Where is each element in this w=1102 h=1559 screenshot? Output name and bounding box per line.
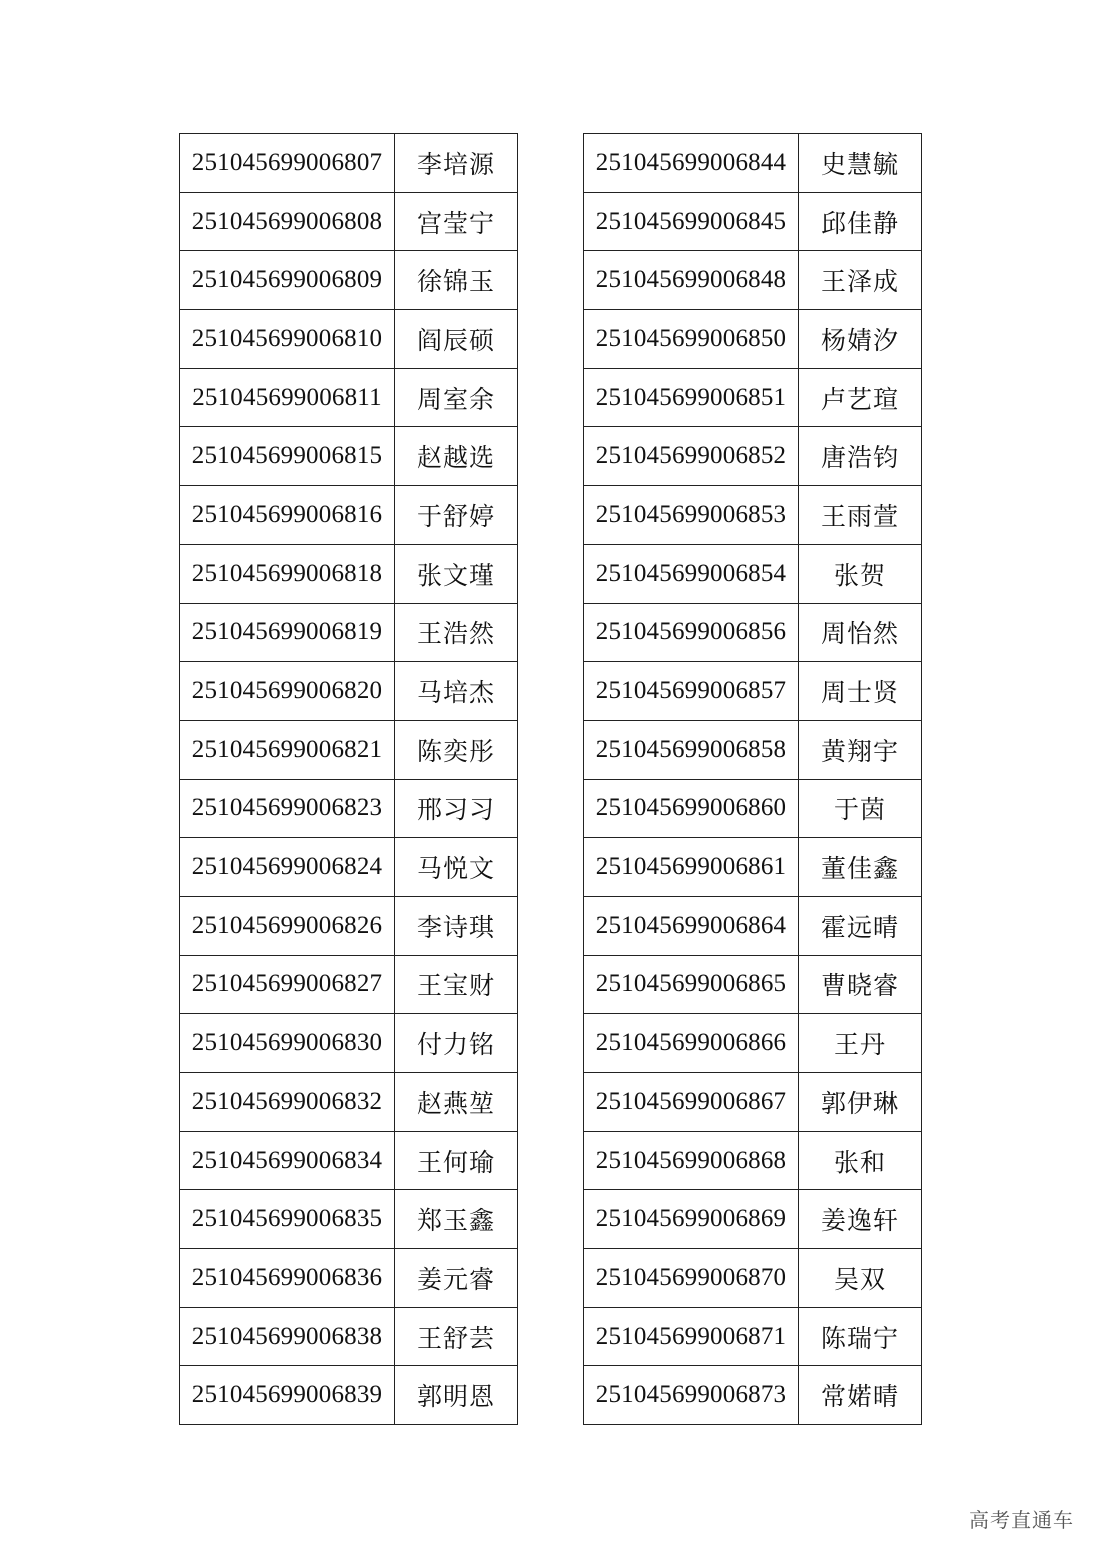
watermark-text: 高考直通车 xyxy=(969,1508,1074,1532)
student-name-cell: 史慧毓 xyxy=(799,134,922,193)
table-row xyxy=(180,1249,518,1308)
registration-number-cell: 251045699006811 xyxy=(180,368,395,427)
student-name-cell: 曹晓睿 xyxy=(799,955,922,1014)
registration-number-cell: 251045699006844 xyxy=(584,134,799,193)
registration-number-cell: 251045699006838 xyxy=(180,1307,395,1366)
registration-number-cell: 251045699006819 xyxy=(180,603,395,662)
table-row xyxy=(180,544,518,603)
table-row xyxy=(180,192,518,251)
table-row xyxy=(584,838,922,897)
left-roster-table xyxy=(179,133,518,1425)
registration-number-cell: 251045699006832 xyxy=(180,1073,395,1132)
registration-number-cell: 251045699006856 xyxy=(584,603,799,662)
registration-number-cell: 251045699006853 xyxy=(584,486,799,545)
registration-number-cell: 251045699006864 xyxy=(584,896,799,955)
registration-number-cell: 251045699006818 xyxy=(180,544,395,603)
registration-number-cell: 251045699006821 xyxy=(180,720,395,779)
table-row xyxy=(180,1307,518,1366)
table-row xyxy=(180,134,518,193)
student-name-cell: 郑玉鑫 xyxy=(395,1190,518,1249)
student-name-cell: 周士贤 xyxy=(799,662,922,721)
student-name-cell: 邱佳静 xyxy=(799,192,922,251)
student-name-cell: 马悦文 xyxy=(395,838,518,897)
student-name-cell: 李诗琪 xyxy=(395,896,518,955)
student-name-cell: 黄翔宇 xyxy=(799,720,922,779)
table-row xyxy=(180,603,518,662)
registration-number-cell: 251045699006845 xyxy=(584,192,799,251)
registration-number-cell: 251045699006823 xyxy=(180,779,395,838)
table-row xyxy=(180,427,518,486)
registration-number-cell: 251045699006848 xyxy=(584,251,799,310)
student-name-cell: 马培杰 xyxy=(395,662,518,721)
table-row xyxy=(180,1190,518,1249)
registration-number-cell: 251045699006868 xyxy=(584,1131,799,1190)
registration-number-cell: 251045699006816 xyxy=(180,486,395,545)
table-row xyxy=(584,603,922,662)
registration-number-cell: 251045699006827 xyxy=(180,955,395,1014)
student-name-cell: 王舒芸 xyxy=(395,1307,518,1366)
student-name-cell: 徐锦玉 xyxy=(395,251,518,310)
registration-number-cell: 251045699006808 xyxy=(180,192,395,251)
student-name-cell: 郭明恩 xyxy=(395,1366,518,1425)
table-row xyxy=(584,779,922,838)
student-name-cell: 王浩然 xyxy=(395,603,518,662)
table-row xyxy=(584,1190,922,1249)
registration-number-cell: 251045699006852 xyxy=(584,427,799,486)
student-name-cell: 李培源 xyxy=(395,134,518,193)
table-row xyxy=(584,662,922,721)
student-name-cell: 赵越选 xyxy=(395,427,518,486)
student-name-cell: 姜逸轩 xyxy=(799,1190,922,1249)
student-name-cell: 周室余 xyxy=(395,368,518,427)
student-name-cell: 姜元睿 xyxy=(395,1249,518,1308)
student-name-cell: 张贺 xyxy=(799,544,922,603)
student-name-cell: 杨婧汐 xyxy=(799,310,922,369)
student-name-cell: 卢艺瑄 xyxy=(799,368,922,427)
table-row xyxy=(584,1131,922,1190)
registration-number-cell: 251045699006836 xyxy=(180,1249,395,1308)
student-name-cell: 赵燕堃 xyxy=(395,1073,518,1132)
student-name-cell: 王丹 xyxy=(799,1014,922,1073)
right-roster-body xyxy=(584,134,922,1425)
registration-number-cell: 251045699006861 xyxy=(584,838,799,897)
right-roster-table xyxy=(583,133,922,1425)
table-row xyxy=(180,368,518,427)
student-name-cell: 于茵 xyxy=(799,779,922,838)
registration-number-cell: 251045699006815 xyxy=(180,427,395,486)
student-name-cell: 王宝财 xyxy=(395,955,518,1014)
table-row xyxy=(584,251,922,310)
table-row xyxy=(180,838,518,897)
table-row xyxy=(584,720,922,779)
student-name-cell: 吴双 xyxy=(799,1249,922,1308)
registration-number-cell: 251045699006866 xyxy=(584,1014,799,1073)
student-name-cell: 王何瑜 xyxy=(395,1131,518,1190)
student-name-cell: 王雨萱 xyxy=(799,486,922,545)
table-row xyxy=(584,1073,922,1132)
table-row xyxy=(180,1131,518,1190)
registration-number-cell: 251045699006865 xyxy=(584,955,799,1014)
registration-number-cell: 251045699006857 xyxy=(584,662,799,721)
registration-number-cell: 251045699006835 xyxy=(180,1190,395,1249)
table-row xyxy=(180,662,518,721)
registration-number-cell: 251045699006826 xyxy=(180,896,395,955)
table-row xyxy=(584,310,922,369)
student-name-cell: 张和 xyxy=(799,1131,922,1190)
student-name-cell: 陈瑞宁 xyxy=(799,1307,922,1366)
table-row xyxy=(180,486,518,545)
student-name-cell: 阎辰硕 xyxy=(395,310,518,369)
registration-number-cell: 251045699006809 xyxy=(180,251,395,310)
table-row xyxy=(180,1073,518,1132)
student-name-cell: 陈奕彤 xyxy=(395,720,518,779)
student-name-cell: 唐浩钧 xyxy=(799,427,922,486)
table-row xyxy=(180,310,518,369)
student-name-cell: 宫莹宁 xyxy=(395,192,518,251)
registration-number-cell: 251045699006869 xyxy=(584,1190,799,1249)
registration-number-cell: 251045699006860 xyxy=(584,779,799,838)
table-row xyxy=(584,192,922,251)
registration-number-cell: 251045699006867 xyxy=(584,1073,799,1132)
table-row xyxy=(584,427,922,486)
table-row xyxy=(180,1014,518,1073)
table-row xyxy=(180,779,518,838)
table-row xyxy=(584,486,922,545)
registration-number-cell: 251045699006834 xyxy=(180,1131,395,1190)
registration-number-cell: 251045699006858 xyxy=(584,720,799,779)
registration-number-cell: 251045699006830 xyxy=(180,1014,395,1073)
table-row xyxy=(584,1366,922,1425)
registration-number-cell: 251045699006850 xyxy=(584,310,799,369)
registration-number-cell: 251045699006873 xyxy=(584,1366,799,1425)
table-row xyxy=(584,896,922,955)
student-name-cell: 常婼晴 xyxy=(799,1366,922,1425)
table-row xyxy=(584,134,922,193)
table-row xyxy=(180,720,518,779)
registration-number-cell: 251045699006807 xyxy=(180,134,395,193)
table-row xyxy=(180,896,518,955)
registration-number-cell: 251045699006851 xyxy=(584,368,799,427)
table-row xyxy=(180,1366,518,1425)
registration-number-cell: 251045699006824 xyxy=(180,838,395,897)
student-name-cell: 霍远晴 xyxy=(799,896,922,955)
student-name-cell: 于舒婷 xyxy=(395,486,518,545)
table-row xyxy=(180,955,518,1014)
student-name-cell: 郭伊琳 xyxy=(799,1073,922,1132)
student-name-cell: 张文瑾 xyxy=(395,544,518,603)
table-row xyxy=(584,544,922,603)
student-name-cell: 付力铭 xyxy=(395,1014,518,1073)
table-row xyxy=(584,1307,922,1366)
registration-number-cell: 251045699006871 xyxy=(584,1307,799,1366)
table-row xyxy=(180,251,518,310)
student-name-cell: 王泽成 xyxy=(799,251,922,310)
registration-number-cell: 251045699006810 xyxy=(180,310,395,369)
registration-number-cell: 251045699006870 xyxy=(584,1249,799,1308)
registration-number-cell: 251045699006854 xyxy=(584,544,799,603)
student-name-cell: 董佳鑫 xyxy=(799,838,922,897)
table-row xyxy=(584,1014,922,1073)
left-roster-body xyxy=(180,134,518,1425)
student-name-cell: 邢习习 xyxy=(395,779,518,838)
table-row xyxy=(584,1249,922,1308)
registration-number-cell: 251045699006820 xyxy=(180,662,395,721)
registration-number-cell: 251045699006839 xyxy=(180,1366,395,1425)
student-name-cell: 周怡然 xyxy=(799,603,922,662)
table-row xyxy=(584,368,922,427)
table-row xyxy=(584,955,922,1014)
